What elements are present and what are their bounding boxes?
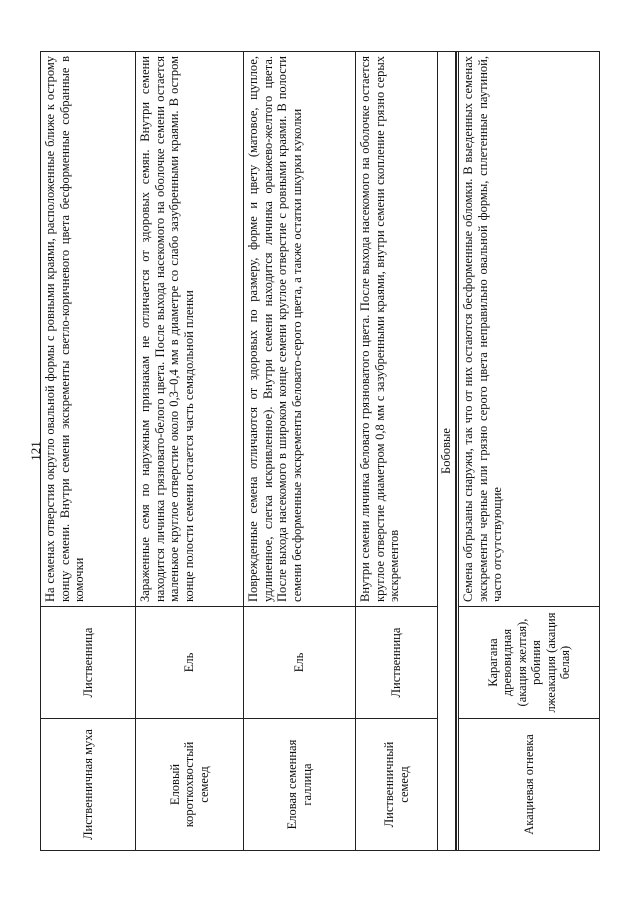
- pest-name-cell: Еловый короткохвостый семеед: [136, 719, 244, 851]
- pest-table: [40, 51, 600, 851]
- table-row: [136, 52, 244, 851]
- description-cell: На семенах отверстия округло овальной формы с ровными краями, расположенные ближе к острому концу семени. Внутри семени экскременты светло-коричневого цвета бесформенные собранные в комочки: [41, 52, 136, 607]
- host-cell: Лиственница: [356, 607, 438, 719]
- rotated-page: [40, 51, 600, 851]
- description-cell: Поврежденные семена отличаются от здоровых по размеру, форме и цвету (матовое, щуплое, удлиненное, слегка искривленное). Внутри семени находится личинка оранжево-желтого цвета. После выхода насекомого в широком конце семени круглое отверстие с ровными краями. В полости семени бесформенные экскременты беловато-серого цвета, а также остатки шкурки куколки: [244, 52, 356, 607]
- page-number: 121: [28, 441, 43, 461]
- section-header-row: [438, 52, 456, 851]
- host-cell: Ель: [136, 607, 244, 719]
- pest-name-cell: Еловая семенная галлица: [244, 719, 356, 851]
- description-cell: Семена обгрызаны снаружи, так что от них остаются бесформенные обломки. В выеденных семенах экскременты черные или грязно серого цвета неправильно овальной формы, сплетенные паутиной, часто отсутствующие: [459, 52, 600, 607]
- host-cell: Ель: [244, 607, 356, 719]
- host-cell: Карагана древовидная (акация желтая), робиния лжеакация (акация белая): [459, 607, 600, 719]
- table-row: [244, 52, 356, 851]
- pest-name-cell: Акациевая огневка: [459, 719, 600, 851]
- description-cell: Зараженные семя по наружным признакам не отличается от здоровых семян. Внутри семени находится личинка грязновато-белого цвета. После выхода насекомого на оболочке семени остается маленькое круглое отверстие около 0,3–0,4 мм в диаметре со слабо зазубренными краями. В остром конце полости семени остается часть семядольной пленки: [136, 52, 244, 607]
- table-row: [356, 52, 438, 851]
- pest-name-cell: Лиственничный семеед: [356, 719, 438, 851]
- table-row: [459, 52, 600, 851]
- section-header: Бобовые: [438, 52, 456, 851]
- host-cell: Лиственница: [41, 607, 136, 719]
- pest-name-cell: Лиственничная муха: [41, 719, 136, 851]
- description-cell: Внутри семени личинка беловато грязноватого цвета. После выхода насекомого на оболочке остается круглое отверстие диаметром 0,8 мм с зазубренными краями, внутри семени скопление грязно серых экскрементов: [356, 52, 438, 607]
- table-row: [41, 52, 136, 851]
